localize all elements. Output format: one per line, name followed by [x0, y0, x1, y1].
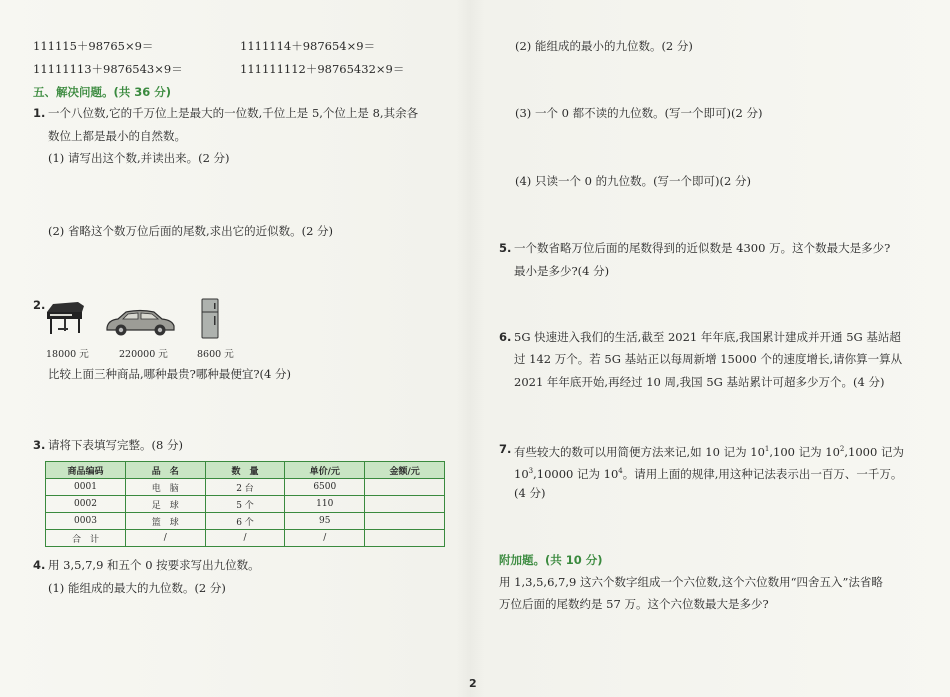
q7-text: ,10000 记为 10: [533, 466, 619, 481]
table-header-row: [46, 462, 445, 479]
table-header: 品 名: [125, 462, 205, 479]
q1-sub-2: (2) 省略这个数万位后面的尾数,求出它的近似数。(2 分): [48, 224, 334, 238]
q5-number: 5.: [499, 241, 512, 255]
page-number: 2: [469, 677, 477, 690]
q7-text: 有些较大的数可以用简便方法来记,如 10 记为 10: [514, 444, 765, 459]
equation-4: 111111112＋98765432×9＝: [240, 62, 405, 76]
q7-exponent: 2: [839, 445, 845, 453]
q7-text: ,100 记为 10: [769, 444, 840, 459]
table-row: [46, 479, 445, 496]
refrigerator-price: 8600 元: [197, 349, 234, 360]
table-cell: 篮 球: [125, 513, 205, 530]
table-cell: [365, 513, 445, 530]
refrigerator-icon: [200, 298, 220, 340]
q7-line-3: (4 分): [514, 486, 546, 500]
q6-line-2: 过 142 万个。若 5G 基站正以每周新增 15000 个的速度增长,请你算一算从: [514, 352, 903, 366]
table-cell: 0003: [46, 513, 126, 530]
q4-sub-4: (4) 只读一个 0 的九位数。(写一个即可)(2 分): [515, 174, 751, 188]
table-cell: /: [205, 530, 285, 547]
table-row: [46, 530, 445, 547]
q7-exponent: 1: [764, 445, 770, 453]
goods-table: [45, 461, 445, 547]
bonus-title: 附加题。(共 10 分): [499, 553, 603, 567]
piano-price: 18000 元: [46, 349, 89, 360]
table-cell: 合 计: [46, 530, 126, 547]
table-cell: /: [125, 530, 205, 547]
equation-1: 111115＋98765×9＝: [33, 39, 154, 53]
table-header: 数 量: [205, 462, 285, 479]
equation-2: 1111114＋987654×9＝: [240, 39, 376, 53]
car-price: 220000 元: [119, 349, 168, 360]
q7-exponent: 4: [618, 467, 623, 475]
q6-line-3: 2021 年年底开始,再经过 10 周,我国 5G 基站累计可超多少万个。(4 分): [514, 375, 885, 389]
table-cell: 电 脑: [125, 479, 205, 496]
q3-number: 3.: [33, 438, 46, 452]
q4-text: 用 3,5,7,9 和五个 0 按要求写出九位数。: [48, 558, 260, 572]
q7-line-2: [514, 464, 902, 481]
table-cell: [365, 479, 445, 496]
q7-text: 。请用上面的规律,用这种记法表示出一百万、一千万。: [622, 466, 903, 481]
car-icon: [104, 308, 176, 338]
table-cell: 足 球: [125, 496, 205, 513]
section-5-title: 五、解决问题。(共 36 分): [33, 85, 172, 99]
table-cell: 6500: [285, 479, 365, 496]
equation-3: 11111113＋9876543×9＝: [33, 62, 183, 76]
table-cell: 110: [285, 496, 365, 513]
table-row: [46, 513, 445, 530]
q7-text: 10: [514, 466, 529, 481]
q7-text: ,1000 记为: [844, 444, 904, 459]
q4-number: 4.: [33, 558, 46, 572]
q5-line-2: 最小是多少?(4 分): [514, 264, 610, 278]
q4-sub-1: (1) 能组成的最大的九位数。(2 分): [48, 581, 226, 595]
table-row: [46, 496, 445, 513]
table-cell: 5 个: [205, 496, 285, 513]
table-cell: 0001: [46, 479, 126, 496]
table-cell: 2 台: [205, 479, 285, 496]
q4-sub-2: (2) 能组成的最小的九位数。(2 分): [515, 39, 693, 53]
q2-text: 比较上面三种商品,哪种最贵?哪种最便宜?(4 分): [48, 367, 291, 381]
q3-text: 请将下表填写完整。(8 分): [48, 438, 183, 452]
table-cell: 6 个: [205, 513, 285, 530]
table-header: 单价/元: [285, 462, 365, 479]
bonus-line-1: 用 1,3,5,6,7,9 这六个数字组成一个六位数,这个六位数用“四舍五入”法省略: [499, 575, 883, 589]
q1-line-2: 数位上都是最小的自然数。: [48, 129, 186, 143]
table-header: 商品编码: [46, 462, 126, 479]
table-cell: [365, 530, 445, 547]
q2-number: 2.: [33, 298, 46, 312]
q7-number: 7.: [499, 442, 512, 456]
q5-line-1: 一个数省略万位后面的尾数得到的近似数是 4300 万。这个数最大是多少?: [514, 241, 891, 255]
q7-line-1: [514, 442, 904, 459]
q4-sub-3: (3) 一个 0 都不读的九位数。(写一个即可)(2 分): [515, 106, 763, 120]
q6-line-1: 5G 快速进入我们的生活,截至 2021 年年底,我国累计建成并开通 5G 基站超: [514, 330, 901, 344]
q1-line-1: 一个八位数,它的千万位上是最大的一位数,千位上是 5,个位上是 8,其余各: [48, 106, 419, 120]
table-cell: 95: [285, 513, 365, 530]
q1-number: 1.: [33, 106, 46, 120]
piano-icon: [44, 298, 86, 338]
q6-number: 6.: [499, 330, 512, 344]
table-cell: [365, 496, 445, 513]
table-cell: 0002: [46, 496, 126, 513]
q7-exponent: 3: [528, 467, 534, 475]
q1-sub-1: (1) 请写出这个数,并读出来。(2 分): [48, 151, 230, 165]
bonus-line-2: 万位后面的尾数约是 57 万。这个六位数最大是多少?: [499, 597, 769, 611]
table-cell: /: [285, 530, 365, 547]
table-header: 金额/元: [365, 462, 445, 479]
